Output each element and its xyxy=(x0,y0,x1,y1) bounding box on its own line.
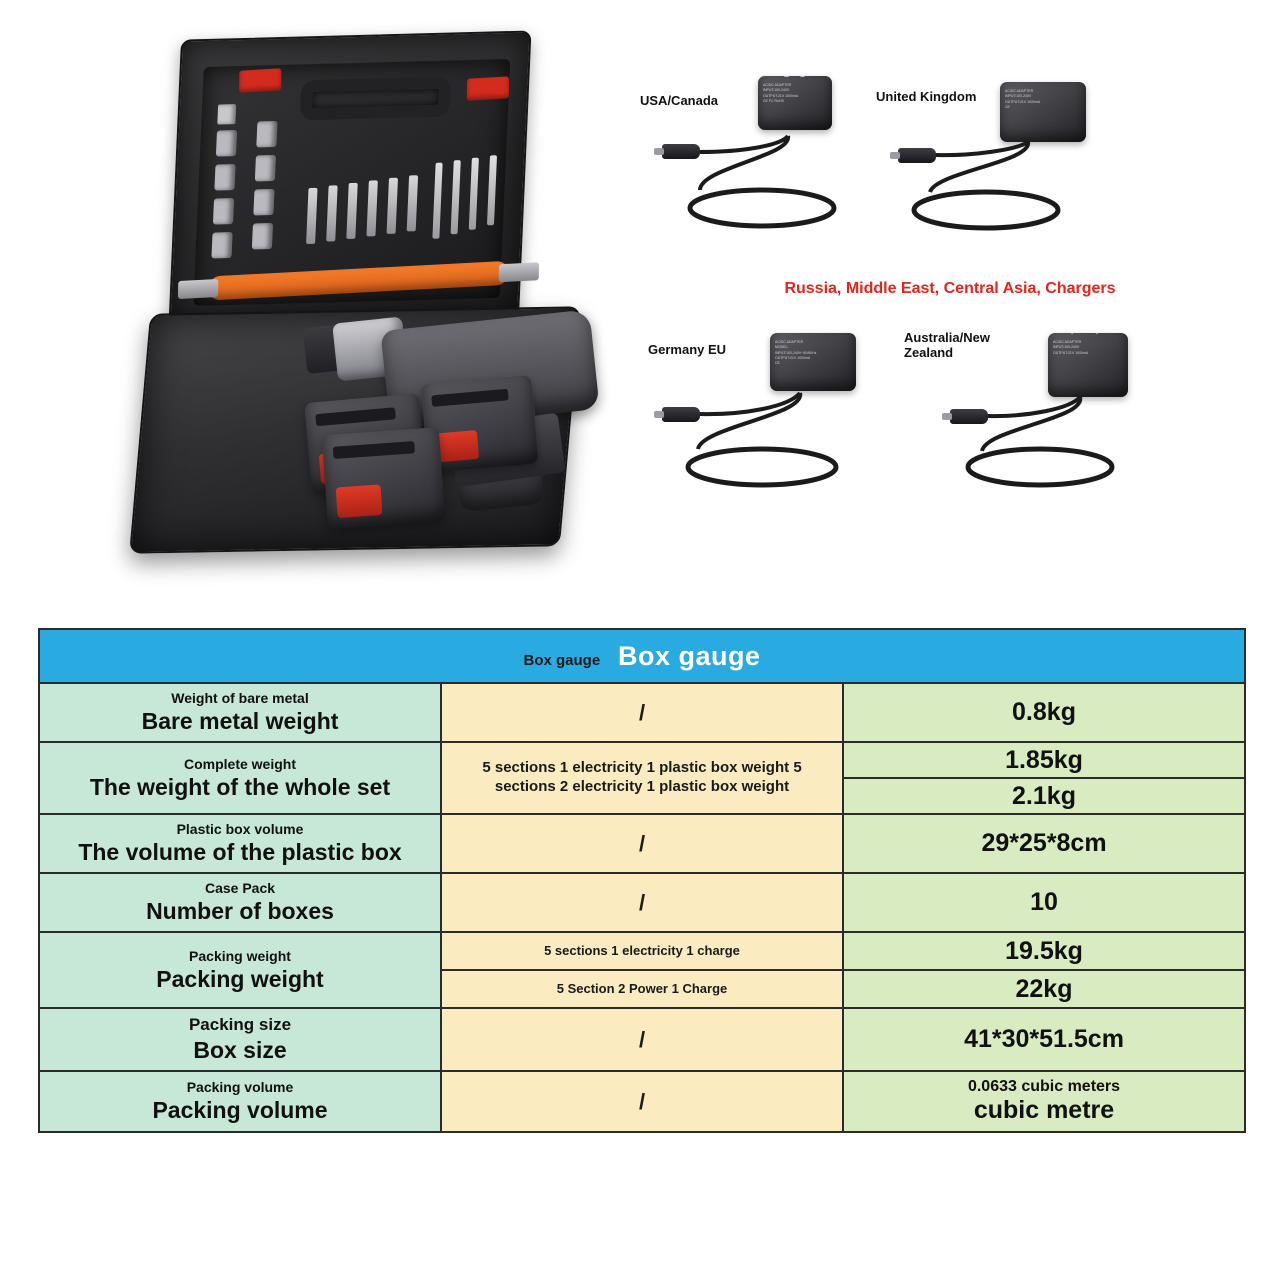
row-label-cell xyxy=(39,1071,441,1132)
box-gauge-table xyxy=(38,628,1246,1133)
case-handle xyxy=(299,76,451,120)
row-value: 1.85kg xyxy=(1005,745,1083,774)
table-row xyxy=(39,873,1245,932)
charger-label-uk: United Kingdom xyxy=(876,89,977,104)
row-label-small: Plastic box volume xyxy=(176,821,304,837)
row-value-cell xyxy=(843,1008,1245,1071)
row-value-cell xyxy=(843,814,1245,873)
product-photo-area xyxy=(0,0,1280,600)
charger-cable-au xyxy=(890,315,1150,500)
row-label-cell xyxy=(39,1008,441,1071)
row-label-big: Number of boxes xyxy=(146,898,334,924)
table-header-cell xyxy=(39,629,1245,683)
table-row xyxy=(39,932,1245,1008)
tool-case-image xyxy=(130,20,620,580)
row-mid-text: / xyxy=(638,699,646,725)
row-label-big: Packing volume xyxy=(152,1097,328,1123)
row-label-cell xyxy=(39,683,441,742)
case-latch xyxy=(239,68,281,93)
row-mid-text: / xyxy=(638,1088,646,1114)
row-value: 0.0633 cubic meters xyxy=(967,1078,1121,1095)
row-label-small: Packing size xyxy=(188,1015,292,1034)
table-row xyxy=(39,1071,1245,1132)
row-label-big: The weight of the whole set xyxy=(89,773,391,800)
row-label-small: Packing weight xyxy=(189,947,291,964)
socket-bit xyxy=(255,155,276,182)
row-value-cell xyxy=(843,873,1245,932)
row-value: 10 xyxy=(1030,888,1058,916)
case-lid xyxy=(169,30,532,324)
row-label-small: Case Pack xyxy=(204,880,276,896)
row-mid-text-line: 5 Section 2 Power 1 Charge xyxy=(556,981,728,996)
row-mid-cell xyxy=(441,683,843,742)
row-value: 41*30*51.5cm xyxy=(964,1025,1124,1053)
charger-region-note: Russia, Middle East, Central Asia, Chargers xyxy=(784,280,1116,297)
socket-bit xyxy=(216,130,237,157)
row-mid-text: / xyxy=(638,1026,646,1052)
table-row xyxy=(39,742,1245,814)
row-value: 29*25*8cm xyxy=(981,829,1107,857)
row-label-cell xyxy=(39,814,441,873)
row-label-cell xyxy=(39,873,441,932)
adapter-body-eu: AC/DC ADAPTER MODEL: INPUT:100-240V~50/60Hz OUTPUT:21V 1000mA CE xyxy=(770,333,856,391)
charger-label-us: USA/Canada xyxy=(640,93,719,108)
row-value-cell xyxy=(843,1071,1245,1132)
charger-uk xyxy=(840,60,1100,245)
row-label-big: Bare metal weight xyxy=(141,708,339,734)
charger-eu xyxy=(640,315,900,500)
row-mid-text: / xyxy=(638,889,646,915)
adapter-body-uk: AC/DC ADAPTER INPUT:100-240V OUTPUT:21V 1000mA CE xyxy=(1000,82,1086,142)
charger-cable-uk xyxy=(840,60,1100,245)
charger-cable-eu xyxy=(640,315,900,500)
row-value: 22kg xyxy=(1015,974,1073,1003)
row-value: 0.8kg xyxy=(1012,698,1076,726)
row-mid-cell xyxy=(441,814,843,873)
row-label-big: The volume of the plastic box xyxy=(78,839,402,865)
header-label-big: Box gauge xyxy=(617,640,761,671)
row-mid-cell xyxy=(441,742,843,814)
row-value: 19.5kg xyxy=(1005,936,1083,965)
charger-label-au: Australia/New Zealand xyxy=(904,330,990,360)
row-mid-text-line: 5 sections 2 electricity 1 plastic box weight xyxy=(494,759,802,795)
adapter-body-au: AC/DC ADAPTER INPUT:100-240V OUTPUT:21V 1000mA xyxy=(1048,333,1128,397)
row-mid-text-line: 5 sections 1 electricity 1 plastic box weight xyxy=(482,759,790,777)
table-row xyxy=(39,814,1245,873)
row-mid-cell xyxy=(441,932,843,1008)
socket-bit xyxy=(252,223,273,250)
battery-pack xyxy=(322,427,446,529)
row-label-small: Packing volume xyxy=(186,1079,294,1095)
socket-bit xyxy=(211,232,232,259)
row-value: 2.1kg xyxy=(1012,781,1076,810)
row-mid-cell xyxy=(441,1008,843,1071)
row-label-big: Box size xyxy=(193,1037,287,1063)
socket-bit xyxy=(256,121,277,148)
table-row xyxy=(39,1008,1245,1071)
row-label-big: Packing weight xyxy=(156,965,324,992)
row-mid-cell xyxy=(441,873,843,932)
charger-label-eu: Germany EU xyxy=(648,342,727,357)
adapter-body-us: AC/DC ADAPTER INPUT:100-240V OUTPUT:21V 1000mA CE FC RoHS xyxy=(758,76,832,130)
row-label-small: Complete weight xyxy=(183,755,296,772)
table-row xyxy=(39,683,1245,742)
row-label-cell xyxy=(39,742,441,814)
row-mid-text: / xyxy=(638,830,646,856)
case-latch xyxy=(467,76,509,101)
header-label-small: Box gauge xyxy=(523,651,601,669)
charger-variants-group xyxy=(640,60,1260,540)
row-mid-text-line: 5 sections 1 electricity 1 charge xyxy=(544,943,740,958)
row-label-small: Weight of bare metal xyxy=(171,690,309,706)
table-header-row xyxy=(39,629,1245,683)
socket-bit xyxy=(213,198,234,225)
row-value-cell xyxy=(843,742,1245,814)
row-mid-text xyxy=(442,751,842,805)
driver-bit xyxy=(217,104,236,124)
socket-bit xyxy=(214,164,235,191)
row-value-cell xyxy=(843,932,1245,1008)
row-value: cubic metre xyxy=(973,1096,1115,1124)
row-value-cell xyxy=(843,683,1245,742)
row-mid-cell xyxy=(441,1071,843,1132)
row-label-cell xyxy=(39,932,441,1008)
socket-bit xyxy=(253,189,274,216)
charger-au xyxy=(890,315,1150,500)
